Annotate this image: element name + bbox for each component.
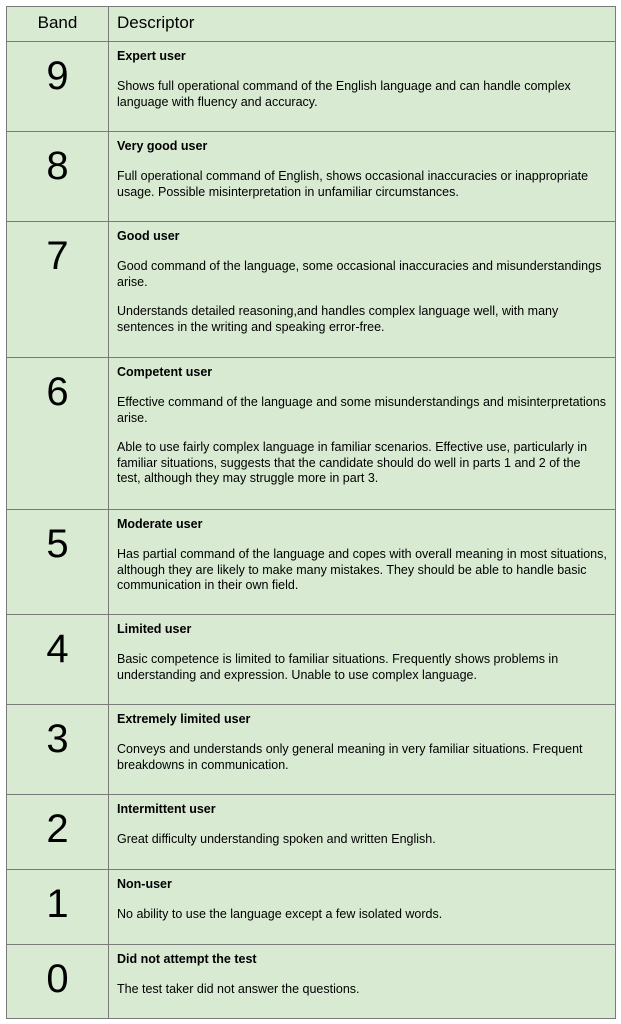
band-cell [7, 42, 109, 131]
descriptor-cell [109, 615, 615, 704]
table-row [7, 509, 615, 614]
table-header-row [7, 7, 615, 41]
descriptor-title: Expert user [117, 49, 186, 63]
band-number: 7 [46, 234, 69, 278]
band-cell [7, 132, 109, 221]
descriptor-cell [109, 945, 615, 1018]
descriptor-title: Competent user [117, 365, 213, 379]
descriptor-cell [109, 42, 615, 131]
band-cell [7, 358, 109, 509]
descriptor-title: Did not attempt the test [117, 952, 257, 966]
band-number: 1 [46, 882, 69, 926]
band-number: 3 [46, 717, 69, 761]
band-number: 0 [46, 957, 69, 1001]
descriptor-text: Able to use fairly complex language in familiar scenarios. Effective use, particularly in familiar situations, suggests that the candidate should do well in parts 1 and 2 of the test, although they may struggle more in part 3. [117, 440, 588, 485]
descriptor-text: No ability to use the language except a few isolated words. [117, 907, 443, 921]
descriptor-title: Intermittent user [117, 802, 216, 816]
band-cell [7, 705, 109, 794]
descriptor-cell [109, 222, 615, 357]
descriptor-title: Limited user [117, 622, 192, 636]
table-row [7, 704, 615, 794]
band-number: 4 [46, 627, 69, 671]
descriptor-text: Good command of the language, some occasional inaccuracies and misunderstandings arise. [117, 259, 602, 289]
descriptor-title: Very good user [117, 139, 208, 153]
table-row [7, 614, 615, 704]
band-cell [7, 795, 109, 869]
descriptor-title: Good user [117, 229, 180, 243]
descriptor-title: Moderate user [117, 517, 203, 531]
band-cell [7, 870, 109, 944]
band-number: 2 [46, 807, 69, 851]
table-row [7, 131, 615, 221]
table-row [7, 944, 615, 1018]
descriptor-title: Extremely limited user [117, 712, 251, 726]
descriptor-cell [109, 705, 615, 794]
descriptor-column-header: Descriptor [117, 13, 195, 32]
descriptor-text: Effective command of the language and some misunderstandings and misinterpretations arise. [117, 395, 606, 425]
descriptor-text: Has partial command of the language and copes with overall meaning in most situations, although they are likely to make many mistakes. They should be able to handle basic communication in their own field. [117, 547, 607, 592]
table-row [7, 41, 615, 131]
descriptor-cell [109, 132, 615, 221]
descriptor-text: Shows full operational command of the English language and can handle complex language with fluency and accuracy. [117, 79, 571, 109]
descriptor-title: Non-user [117, 877, 172, 891]
band-descriptor-table [6, 6, 616, 1019]
descriptor-cell [109, 795, 615, 869]
descriptor-text: Basic competence is limited to familiar situations. Frequently shows problems in understanding and expression. Unable to use complex language. [117, 652, 559, 682]
band-cell [7, 945, 109, 1018]
descriptor-cell [109, 510, 615, 614]
band-cell [7, 510, 109, 614]
table-row [7, 869, 615, 944]
descriptor-text: Great difficulty understanding spoken and written English. [117, 832, 436, 846]
band-number: 6 [46, 370, 69, 414]
band-cell [7, 615, 109, 704]
table-row [7, 221, 615, 357]
band-cell [7, 222, 109, 357]
descriptor-text: The test taker did not answer the questions. [117, 982, 360, 996]
descriptor-text: Conveys and understands only general meaning in very familiar situations. Frequent breakdowns in communication. [117, 742, 583, 772]
descriptor-cell [109, 870, 615, 944]
table-row [7, 794, 615, 869]
band-number: 8 [46, 144, 69, 188]
descriptor-text: Full operational command of English, shows occasional inaccuracies or inappropriate usage. Possible misinterpretation in unfamiliar circumstances. [117, 169, 589, 199]
descriptor-text: Understands detailed reasoning,and handles complex language well, with many sentences in the writing and speaking error-free. [117, 304, 559, 334]
band-column-header: Band [7, 7, 109, 41]
band-number: 5 [46, 522, 69, 566]
descriptor-cell [109, 358, 615, 509]
band-number: 9 [46, 54, 69, 98]
table-row [7, 357, 615, 509]
